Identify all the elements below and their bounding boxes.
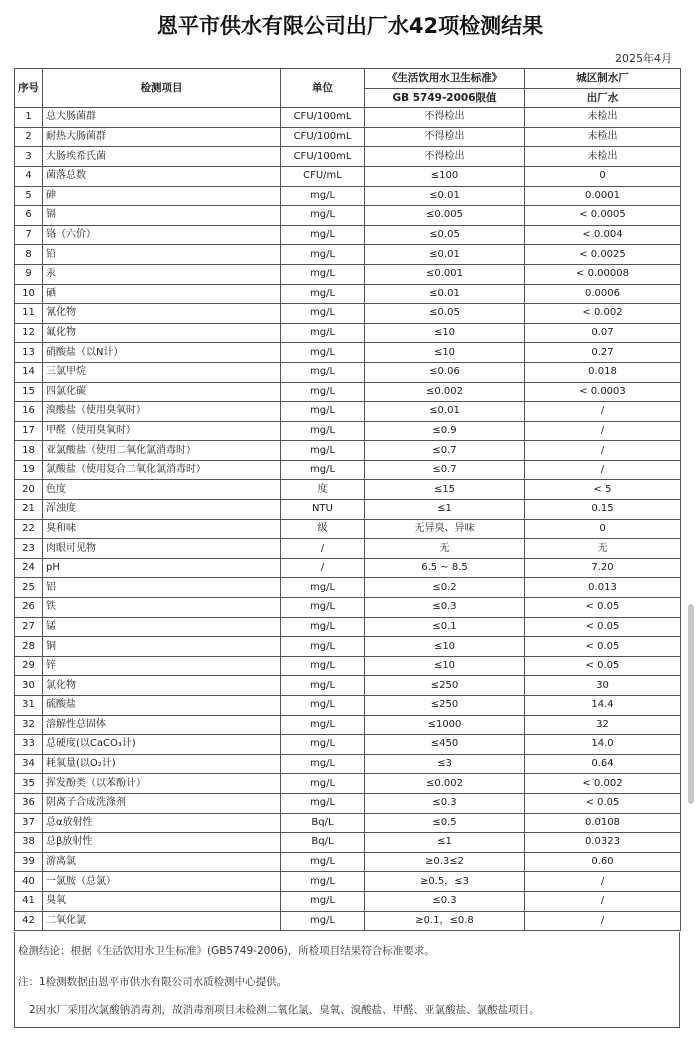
row-limit: ≤100: [365, 166, 525, 186]
row-seq: 15: [15, 382, 43, 402]
row-result: 0.0323: [525, 833, 681, 853]
row-item: 臭和味: [43, 519, 281, 539]
row-result: < 0.00008: [525, 264, 681, 284]
row-limit: ≤1: [365, 833, 525, 853]
row-unit: mg/L: [281, 637, 365, 657]
row-item: 硒: [43, 284, 281, 304]
row-seq: 41: [15, 891, 43, 911]
row-seq: 30: [15, 676, 43, 696]
row-seq: 9: [15, 264, 43, 284]
table-row: [15, 696, 681, 716]
row-unit: mg/L: [281, 696, 365, 716]
row-seq: 4: [15, 166, 43, 186]
row-limit: ≤0.001: [365, 264, 525, 284]
row-seq: 26: [15, 598, 43, 618]
row-unit: mg/L: [281, 872, 365, 892]
row-result: 0: [525, 166, 681, 186]
row-unit: Bq/L: [281, 813, 365, 833]
row-result: 0.60: [525, 852, 681, 872]
table-row: [15, 715, 681, 735]
row-limit: ≤250: [365, 696, 525, 716]
row-item: 溴酸盐（使用臭氧时）: [43, 402, 281, 422]
row-limit: ≤0.01: [365, 402, 525, 422]
table-row: [15, 127, 681, 147]
row-limit: ≤0.3: [365, 793, 525, 813]
row-unit: mg/L: [281, 774, 365, 794]
row-item: 锌: [43, 656, 281, 676]
table-row: [15, 186, 681, 206]
note-2: 2因水厂采用次氯酸钠消毒剂，故消毒剂项目未检测二氧化氯、臭氧、溴酸盐、甲醛、亚氯酸盐、氯酸盐项目。: [29, 1004, 540, 1016]
table-row: [15, 460, 681, 480]
table-row: [15, 558, 681, 578]
row-result: 7.20: [525, 558, 681, 578]
row-unit: NTU: [281, 500, 365, 520]
row-limit: ≥0.3≤2: [365, 852, 525, 872]
row-seq: 29: [15, 656, 43, 676]
row-item: 二氧化氯: [43, 911, 281, 931]
row-result: 14.0: [525, 735, 681, 755]
row-unit: mg/L: [281, 402, 365, 422]
table-row: [15, 793, 681, 813]
notes-box: [14, 932, 680, 1028]
table-row: [15, 264, 681, 284]
row-unit: mg/L: [281, 206, 365, 226]
row-limit: 不得检出: [365, 127, 525, 147]
row-item: 总硬度(以CaCO₃计): [43, 735, 281, 755]
row-limit: ≤0.9: [365, 421, 525, 441]
row-limit: ≤3: [365, 754, 525, 774]
row-seq: 42: [15, 911, 43, 931]
row-item: 铝: [43, 578, 281, 598]
row-limit: ≤0.06: [365, 362, 525, 382]
report-date: 2025年4月: [615, 52, 672, 65]
row-seq: 22: [15, 519, 43, 539]
row-result: /: [525, 402, 681, 422]
header-plant-top: 城区制水厂: [525, 69, 681, 89]
row-item: 氯化物: [43, 676, 281, 696]
row-limit: ≥0.1，≤0.8: [365, 911, 525, 931]
row-seq: 27: [15, 617, 43, 637]
row-limit: ≤10: [365, 343, 525, 363]
table-row: [15, 382, 681, 402]
row-item: 氰化物: [43, 304, 281, 324]
row-result: /: [525, 460, 681, 480]
table-row: [15, 891, 681, 911]
row-limit: ≤0.005: [365, 206, 525, 226]
table-row: [15, 304, 681, 324]
row-item: 三氯甲烷: [43, 362, 281, 382]
row-limit: ≤10: [365, 637, 525, 657]
row-item: 色度: [43, 480, 281, 500]
row-unit: mg/L: [281, 793, 365, 813]
row-limit: ≤0.01: [365, 284, 525, 304]
row-result: < 0.05: [525, 793, 681, 813]
row-result: 未检出: [525, 147, 681, 167]
row-limit: ≥0.5，≤3: [365, 872, 525, 892]
row-limit: ≤0.5: [365, 813, 525, 833]
row-unit: mg/L: [281, 460, 365, 480]
row-unit: Bq/L: [281, 833, 365, 853]
row-item: 溶解性总固体: [43, 715, 281, 735]
row-item: 浑浊度: [43, 500, 281, 520]
row-seq: 18: [15, 441, 43, 461]
row-result: 0.0001: [525, 186, 681, 206]
row-seq: 17: [15, 421, 43, 441]
table-row: [15, 676, 681, 696]
row-limit: ≤0.05: [365, 225, 525, 245]
row-seq: 11: [15, 304, 43, 324]
row-item: 一氯胺（总氯）: [43, 872, 281, 892]
row-seq: 23: [15, 539, 43, 559]
row-item: 四氯化碳: [43, 382, 281, 402]
row-seq: 38: [15, 833, 43, 853]
row-seq: 7: [15, 225, 43, 245]
row-unit: mg/L: [281, 598, 365, 618]
table-row: [15, 735, 681, 755]
table-row: [15, 500, 681, 520]
row-limit: 不得检出: [365, 147, 525, 167]
row-result: 无: [525, 539, 681, 559]
row-limit: ≤0.002: [365, 382, 525, 402]
row-item: 氟化物: [43, 323, 281, 343]
row-seq: 16: [15, 402, 43, 422]
row-item: 铅: [43, 245, 281, 265]
row-result: 0.0108: [525, 813, 681, 833]
table-row: [15, 598, 681, 618]
row-item: 硝酸盐（以N计）: [43, 343, 281, 363]
row-unit: mg/L: [281, 382, 365, 402]
row-seq: 3: [15, 147, 43, 167]
row-seq: 1: [15, 108, 43, 128]
row-result: 0.07: [525, 323, 681, 343]
table-row: [15, 362, 681, 382]
row-seq: 20: [15, 480, 43, 500]
row-unit: CFU/100mL: [281, 127, 365, 147]
table-row: [15, 402, 681, 422]
row-unit: mg/L: [281, 186, 365, 206]
table-row: [15, 911, 681, 931]
row-item: 总α放射性: [43, 813, 281, 833]
row-unit: mg/L: [281, 304, 365, 324]
table-row: [15, 421, 681, 441]
header-seq: 序号: [15, 69, 43, 108]
row-result: /: [525, 872, 681, 892]
row-result: < 0.05: [525, 656, 681, 676]
row-item: 铁: [43, 598, 281, 618]
table-row: [15, 206, 681, 226]
row-unit: 级: [281, 519, 365, 539]
row-unit: mg/L: [281, 891, 365, 911]
row-limit: ≤0.7: [365, 441, 525, 461]
row-result: < 0.0005: [525, 206, 681, 226]
row-seq: 6: [15, 206, 43, 226]
row-item: 耐热大肠菌群: [43, 127, 281, 147]
row-item: 总大肠菌群: [43, 108, 281, 128]
conclusion-text: 检测结论：根据《生活饮用水卫生标准》(GB5749-2006)，所检项目结果符合标准要求。: [18, 945, 435, 957]
row-seq: 19: [15, 460, 43, 480]
row-result: /: [525, 421, 681, 441]
row-limit: 无异臭、异味: [365, 519, 525, 539]
row-seq: 33: [15, 735, 43, 755]
row-item: 铬（六价）: [43, 225, 281, 245]
row-seq: 10: [15, 284, 43, 304]
row-limit: ≤15: [365, 480, 525, 500]
row-unit: mg/L: [281, 715, 365, 735]
row-seq: 37: [15, 813, 43, 833]
row-item: 氯酸盐（使用复合二氧化氯消毒时）: [43, 460, 281, 480]
row-unit: mg/L: [281, 343, 365, 363]
row-seq: 31: [15, 696, 43, 716]
table-row: [15, 108, 681, 128]
row-seq: 35: [15, 774, 43, 794]
row-result: 30: [525, 676, 681, 696]
table-row: [15, 617, 681, 637]
row-item: pH: [43, 558, 281, 578]
table-row: [15, 539, 681, 559]
row-result: 0.27: [525, 343, 681, 363]
table-row: [15, 166, 681, 186]
row-seq: 36: [15, 793, 43, 813]
table-row: [15, 480, 681, 500]
table-row: [15, 441, 681, 461]
table-row: [15, 245, 681, 265]
row-limit: ≤0.3: [365, 598, 525, 618]
note-1: 注：1检测数据由恩平市供水有限公司水质检测中心提供。: [18, 976, 288, 988]
table-row: [15, 323, 681, 343]
row-limit: ≤450: [365, 735, 525, 755]
row-result: /: [525, 441, 681, 461]
row-unit: mg/L: [281, 421, 365, 441]
row-item: 锰: [43, 617, 281, 637]
row-result: 未检出: [525, 127, 681, 147]
header-standard-bottom: GB 5749-2006限值: [365, 88, 525, 108]
table-row: [15, 852, 681, 872]
row-result: < 0.0003: [525, 382, 681, 402]
row-item: 汞: [43, 264, 281, 284]
row-unit: mg/L: [281, 911, 365, 931]
row-limit: ≤0.1: [365, 617, 525, 637]
row-unit: mg/L: [281, 617, 365, 637]
table-row: [15, 225, 681, 245]
row-unit: mg/L: [281, 578, 365, 598]
header-item: 检测项目: [43, 69, 281, 108]
row-seq: 34: [15, 754, 43, 774]
table-row: [15, 813, 681, 833]
row-seq: 14: [15, 362, 43, 382]
row-limit: ≤0.05: [365, 304, 525, 324]
header-standard-top: 《生活饮用水卫生标准》: [365, 69, 525, 89]
row-unit: CFU/100mL: [281, 108, 365, 128]
row-seq: 40: [15, 872, 43, 892]
table-row: [15, 656, 681, 676]
row-limit: ≤10: [365, 323, 525, 343]
row-result: < 0.05: [525, 617, 681, 637]
row-result: < 0.002: [525, 304, 681, 324]
row-result: 0.018: [525, 362, 681, 382]
row-result: 32: [525, 715, 681, 735]
row-seq: 2: [15, 127, 43, 147]
row-result: < 0.05: [525, 637, 681, 657]
row-seq: 39: [15, 852, 43, 872]
row-unit: mg/L: [281, 264, 365, 284]
row-unit: mg/L: [281, 245, 365, 265]
row-seq: 24: [15, 558, 43, 578]
row-seq: 5: [15, 186, 43, 206]
row-limit: ≤0.01: [365, 245, 525, 265]
row-limit: ≤250: [365, 676, 525, 696]
row-unit: mg/L: [281, 852, 365, 872]
row-result: 0.013: [525, 578, 681, 598]
table-row: [15, 519, 681, 539]
row-seq: 21: [15, 500, 43, 520]
page-title: 恩平市供水有限公司出厂水42项检测结果: [156, 14, 544, 38]
table-row: [15, 754, 681, 774]
row-item: 甲醛（使用臭氧时）: [43, 421, 281, 441]
row-item: 亚氯酸盐（使用二氧化氯消毒时）: [43, 441, 281, 461]
row-result: /: [525, 911, 681, 931]
row-result: 未检出: [525, 108, 681, 128]
table-row: [15, 343, 681, 363]
row-result: < 0.002: [525, 774, 681, 794]
row-seq: 25: [15, 578, 43, 598]
row-unit: 度: [281, 480, 365, 500]
row-unit: CFU/100mL: [281, 147, 365, 167]
row-seq: 32: [15, 715, 43, 735]
row-unit: mg/L: [281, 362, 365, 382]
row-limit: ≤0.002: [365, 774, 525, 794]
row-item: 游离氯: [43, 852, 281, 872]
table-row: [15, 833, 681, 853]
row-unit: mg/L: [281, 676, 365, 696]
row-limit: 6.5 ~ 8.5: [365, 558, 525, 578]
row-result: 14.4: [525, 696, 681, 716]
scrollbar[interactable]: [688, 604, 694, 804]
row-unit: mg/L: [281, 284, 365, 304]
row-unit: mg/L: [281, 735, 365, 755]
table-row: [15, 147, 681, 167]
row-unit: /: [281, 539, 365, 559]
row-limit: ≤1: [365, 500, 525, 520]
row-seq: 13: [15, 343, 43, 363]
row-unit: CFU/mL: [281, 166, 365, 186]
table-row: [15, 872, 681, 892]
row-result: 0.15: [525, 500, 681, 520]
row-limit: 无: [365, 539, 525, 559]
row-item: 挥发酚类（以苯酚计）: [43, 774, 281, 794]
row-limit: ≤0.01: [365, 186, 525, 206]
row-seq: 8: [15, 245, 43, 265]
row-result: 0.0006: [525, 284, 681, 304]
row-limit: ≤0.2: [365, 578, 525, 598]
row-unit: mg/L: [281, 656, 365, 676]
row-result: < 5: [525, 480, 681, 500]
row-item: 耗氧量(以O₂计): [43, 754, 281, 774]
row-item: 肉眼可见物: [43, 539, 281, 559]
row-result: 0: [525, 519, 681, 539]
table-row: [15, 578, 681, 598]
row-item: 砷: [43, 186, 281, 206]
row-item: 大肠埃希氏菌: [43, 147, 281, 167]
header-plant-bottom: 出厂水: [525, 88, 681, 108]
row-result: < 0.05: [525, 598, 681, 618]
row-seq: 12: [15, 323, 43, 343]
row-result: < 0.004: [525, 225, 681, 245]
table-row: [15, 774, 681, 794]
header-unit: 单位: [281, 69, 365, 108]
row-limit: ≤0.7: [365, 460, 525, 480]
row-item: 镉: [43, 206, 281, 226]
row-item: 臭氧: [43, 891, 281, 911]
row-limit: ≤1000: [365, 715, 525, 735]
row-limit: ≤0.3: [365, 891, 525, 911]
row-item: 总β放射性: [43, 833, 281, 853]
table-row: [15, 284, 681, 304]
row-unit: /: [281, 558, 365, 578]
row-limit: 不得检出: [365, 108, 525, 128]
row-item: 菌落总数: [43, 166, 281, 186]
row-unit: mg/L: [281, 754, 365, 774]
row-item: 铜: [43, 637, 281, 657]
row-seq: 28: [15, 637, 43, 657]
row-result: 0.64: [525, 754, 681, 774]
row-result: < 0.0025: [525, 245, 681, 265]
table-body: [15, 108, 681, 931]
table-row: [15, 637, 681, 657]
row-limit: ≤10: [365, 656, 525, 676]
row-item: 阴离子合成洗涤剂: [43, 793, 281, 813]
row-unit: mg/L: [281, 323, 365, 343]
row-unit: mg/L: [281, 441, 365, 461]
results-table: [14, 68, 681, 931]
row-unit: mg/L: [281, 225, 365, 245]
row-result: /: [525, 891, 681, 911]
row-item: 硫酸盐: [43, 696, 281, 716]
